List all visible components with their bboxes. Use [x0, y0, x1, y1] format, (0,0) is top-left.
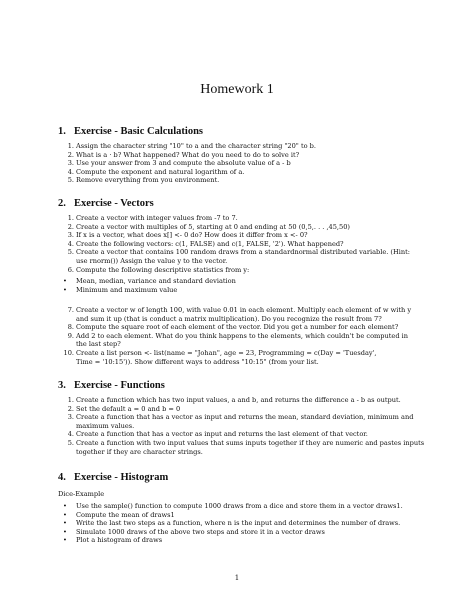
- section-heading-histogram: [58, 472, 168, 483]
- list-item-text: Simulate 1000 draws of the above two steps and store it in a vector draws: [76, 527, 325, 536]
- list-item: [58, 214, 410, 223]
- list-item: [58, 422, 424, 431]
- list-item: [58, 511, 403, 520]
- list-item: [58, 248, 410, 257]
- list-marker: 8.: [67, 323, 74, 332]
- list-item: [58, 405, 424, 414]
- list-item-text: Time = '10:15')). Show different ways to address "10:15" (from your list.: [76, 357, 319, 366]
- section-number: 4.: [58, 472, 66, 483]
- list-item-text: Compute the square root of each element of the vector. Did you get a number for each element?: [76, 323, 399, 332]
- list-item-text: and sum it up (that is conduct a matrix multiplication). Do you recognize the result from 7?: [76, 314, 382, 323]
- list-item-text: Create a function that has a vector as input and returns the mean, standard deviation, minimum and: [76, 413, 414, 422]
- section-title: Exercise - Functions: [74, 380, 165, 391]
- list-item: [58, 528, 403, 537]
- list-item: [58, 286, 236, 295]
- list-marker: 6.: [67, 265, 74, 274]
- list-marker: 3.: [67, 159, 74, 168]
- section-title: Exercise - Vectors: [74, 198, 154, 209]
- functions-list: [58, 396, 424, 456]
- list-marker: 1.: [67, 214, 74, 222]
- list-item: [58, 266, 410, 275]
- list-marker: 3.: [67, 413, 74, 422]
- list-item-text: Remove everything from you environment.: [76, 176, 220, 185]
- list-item-text: Create a vector w of length 100, with value 0.01 in each element. Multiply each element of w with y: [76, 306, 412, 314]
- list-item: [58, 340, 411, 349]
- list-marker: 10.: [63, 348, 74, 357]
- list-item-text: maximum values.: [76, 421, 135, 430]
- page-number: 1: [234, 574, 240, 582]
- list-item-text: Plot a histogram of draws: [76, 536, 163, 545]
- list-marker: •: [63, 277, 67, 285]
- section-number: 1.: [58, 126, 66, 137]
- list-item-text: Compute the mean of draws1: [76, 510, 175, 519]
- list-marker: 7.: [67, 306, 74, 314]
- list-item-text: use rnorm()) Assign the value y to the vector.: [76, 256, 228, 265]
- basic-calculations-list: [58, 142, 316, 185]
- section-heading-functions: [58, 380, 165, 391]
- list-item-text: Write the last two steps as a function, where n is the input and determines the number of draws.: [76, 519, 401, 528]
- list-item-text: If x is a vector, what does x[] <- 0 do? How does it differ from x <- 0?: [76, 231, 308, 240]
- list-marker: 2.: [67, 404, 74, 413]
- list-item-text: Use your answer from 3 and compute the absolute value of a - b: [76, 159, 291, 168]
- list-item-text: Create a function which has two input values, a and b, and returns the difference a - b as output.: [76, 396, 401, 404]
- list-marker: 5.: [67, 176, 74, 185]
- list-item: [58, 413, 424, 422]
- list-marker: 4.: [67, 239, 74, 248]
- list-item-text: Use the sample() function to compute 1000 draws from a dice and store them in a vector draws1.: [76, 502, 403, 510]
- list-item: [58, 519, 403, 528]
- list-item: [58, 176, 316, 185]
- list-item: [58, 142, 316, 151]
- descriptive-stats-list: [58, 277, 236, 294]
- list-item-text: Compute the following descriptive statistics from y:: [76, 265, 250, 274]
- list-marker: 2.: [67, 222, 74, 231]
- list-item-text: Create a function with two input values that sums inputs together if they are numeric and pastes inputs: [76, 438, 425, 447]
- list-marker: •: [63, 285, 67, 294]
- list-item: [58, 223, 410, 232]
- list-marker: •: [63, 527, 67, 536]
- list-marker: •: [63, 502, 67, 510]
- section-heading-vectors: [58, 198, 154, 209]
- list-item: [58, 349, 411, 358]
- section-title: Exercise - Basic Calculations: [74, 126, 204, 137]
- list-item: [58, 231, 410, 240]
- list-item: [58, 240, 410, 249]
- list-item-text: What is a · b? What happened? What do you need to do to solve it?: [76, 150, 300, 159]
- list-item: [58, 358, 411, 367]
- list-item-text: Mean, median, variance and standard deviation: [76, 277, 236, 285]
- list-marker: 1.: [67, 396, 74, 404]
- list-item: [58, 448, 424, 457]
- list-item: [58, 159, 316, 168]
- list-item: [58, 536, 403, 545]
- list-marker: 4.: [67, 167, 74, 176]
- list-item-text: Create a vector with integer values from -7 to 7.: [76, 214, 238, 222]
- list-item: [58, 168, 316, 177]
- list-item-text: Minimum and maximum value: [76, 285, 178, 294]
- list-item-text: Create a function that has a vector as input and returns the last element of that vector.: [76, 430, 368, 439]
- list-item: [58, 439, 424, 448]
- list-item-text: Add 2 to each element. What do you think happens to the elements, which couldn't be computed in: [76, 331, 409, 340]
- list-marker: 5.: [67, 438, 74, 447]
- list-marker: 5.: [67, 248, 74, 257]
- document-title: Homework 1: [200, 82, 274, 97]
- list-item-text: Set the default a = 0 and b = 0: [76, 404, 181, 413]
- list-item: [58, 430, 424, 439]
- list-item-text: Assign the character string "10" to a and the character string "20" to b.: [76, 142, 316, 150]
- list-item-text: Create a vector with multiples of 5, starting at 0 and ending at 50 (0,5,. . . ,45,50): [76, 222, 350, 231]
- list-item: [58, 315, 411, 324]
- list-item: [58, 257, 410, 266]
- list-item: [58, 277, 236, 286]
- dice-example-label: Dice-Example: [58, 490, 105, 498]
- section-number: 2.: [58, 198, 66, 209]
- list-item-text: the last step?: [76, 340, 121, 349]
- list-marker: 2.: [67, 150, 74, 159]
- histogram-list: [58, 502, 403, 545]
- list-item: [58, 332, 411, 341]
- section-title: Exercise - Histogram: [74, 472, 169, 483]
- list-marker: 9.: [67, 331, 74, 340]
- list-marker: 1.: [67, 142, 74, 150]
- list-item-text: Create a list person <- list(name = "Johan", age = 23, Programming = c(Day = 'Tuesday',: [76, 348, 377, 357]
- vectors-list-b: [58, 306, 411, 366]
- list-item: [58, 502, 403, 511]
- list-item: [58, 396, 424, 405]
- list-item-text: Create the following vectors: c(1, FALSE) and c(1, FALSE, '2'). What happened?: [76, 239, 344, 248]
- list-item: [58, 306, 411, 315]
- list-marker: 3.: [67, 231, 74, 240]
- list-marker: •: [63, 519, 67, 528]
- list-item: [58, 151, 316, 160]
- list-marker: •: [63, 536, 67, 545]
- list-item-text: Compute the exponent and natural logarithm of a.: [76, 167, 245, 176]
- list-marker: •: [63, 510, 67, 519]
- list-marker: 4.: [67, 430, 74, 439]
- section-heading-basic-calculations: [58, 126, 203, 137]
- list-item-text: together if they are character strings.: [76, 447, 203, 456]
- list-item-text: Create a vector that contains 100 random draws from a standardnormal distributed variable. (Hint:: [76, 248, 410, 257]
- list-item: [58, 323, 411, 332]
- section-number: 3.: [58, 380, 66, 391]
- vectors-list-a: [58, 214, 410, 274]
